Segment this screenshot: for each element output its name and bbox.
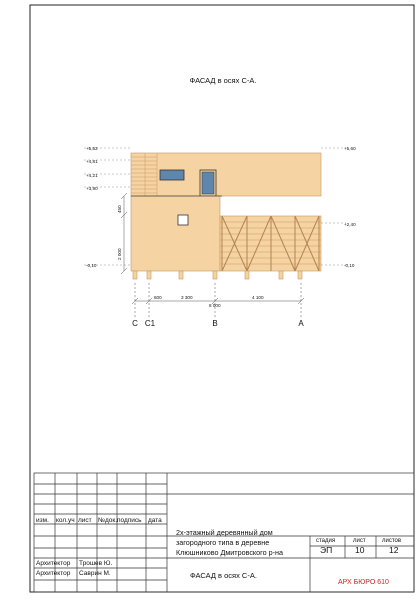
- level-3-90: +3,90: [86, 186, 98, 191]
- door-glass: [202, 172, 214, 194]
- role-2-name: Саврин М.: [79, 570, 111, 577]
- sheet-value: 10: [355, 545, 365, 555]
- lower-block: [131, 196, 220, 271]
- drawing-title: ФАСАД в осях С-А.: [189, 76, 257, 85]
- level-5-60: +5,60: [344, 146, 356, 151]
- col-header-list: лист: [78, 517, 92, 524]
- col-header-izm: изм.: [36, 517, 49, 524]
- project-title-line-3: Клюшниково Дмитровского р-на: [176, 548, 283, 557]
- dim-600: 600: [154, 295, 162, 300]
- role-2: Архитектор: [36, 570, 71, 577]
- sheet-title: ФАСАД в осях С-А.: [190, 571, 257, 580]
- axis-a: A: [298, 319, 304, 328]
- axis-b: B: [212, 319, 218, 328]
- facade-drawing: [131, 153, 321, 279]
- level-minus-0-10-right: -0,10: [344, 263, 355, 268]
- axis-c: C: [132, 319, 138, 328]
- role-1-name: Трошев Ю.: [79, 560, 113, 567]
- vertical-dimension: [121, 193, 127, 274]
- project-title-line-1: 2х-этажный деревянный дом: [176, 528, 273, 537]
- dim-4100: 4 100: [252, 295, 264, 300]
- level-4-21: +4,21: [86, 173, 98, 178]
- upper-window: [160, 170, 184, 180]
- dim-3300: 3 300: [181, 295, 193, 300]
- sheet-header: лист: [353, 538, 366, 544]
- axis-c1: C1: [144, 319, 156, 328]
- upper-floor-wall: [131, 153, 321, 196]
- foundation-piles: [133, 271, 302, 279]
- col-header-data: дата: [148, 517, 162, 524]
- sheets-header: листов: [382, 538, 402, 544]
- col-header-podpis: подпись: [117, 517, 142, 524]
- stage-value: ЭП: [320, 545, 333, 555]
- stage-header: стадия: [316, 538, 336, 544]
- level-5-52: +5,52: [86, 146, 98, 151]
- level-minus-0-10-left: -0,10: [86, 263, 97, 268]
- project-title-line-2: загородного типа в деревне: [176, 538, 270, 547]
- sheets-value: 12: [389, 545, 399, 555]
- company-name: АРХ БЮРО 610: [338, 579, 389, 586]
- dim-8000: 8 000: [209, 303, 221, 308]
- col-header-kol-uch: кол.уч: [56, 517, 75, 524]
- lower-small-window: [178, 215, 188, 225]
- dim-450: 450: [117, 205, 122, 213]
- level-4-81: +4,81: [86, 159, 98, 164]
- level-2-40: +2,40: [344, 222, 356, 227]
- col-header-ndok: №док.: [98, 517, 118, 524]
- horizontal-dimensions: [132, 283, 304, 318]
- dim-2000: 2 000: [117, 248, 122, 260]
- role-1: Архитектор: [36, 560, 71, 567]
